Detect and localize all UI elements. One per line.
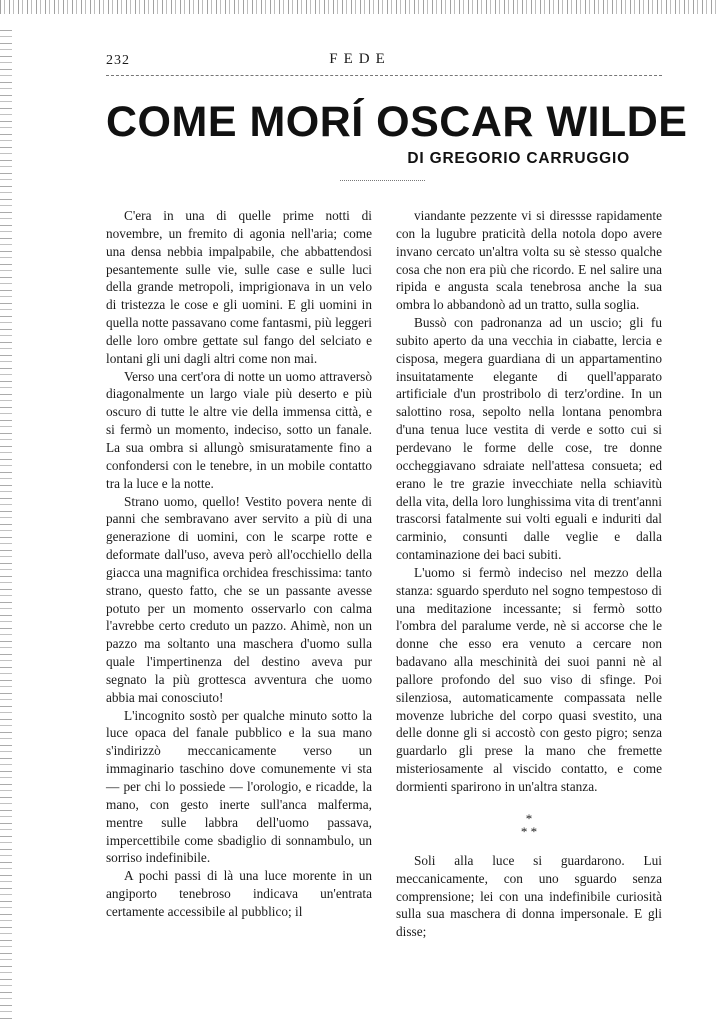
article-title: COME MORÍ OSCAR WILDE	[106, 98, 688, 146]
page-number: 232	[106, 53, 130, 68]
separator-top-asterisk: *	[525, 810, 533, 826]
paragraph: C'era in una di quelle prime notti di novembre, un fremito di agonia nell'aria; come una densa nebbia impalpabile, che abbattendosi pesantemente sulle vie, sulle case e sulle luci della grande metropoli, imprigionava in un velo di tristezza le cose e gli uomini. E gli uomini in quella notte passavano come fantasmi, più leggeri delle loro ombre gettate sul fango del selciato e lontani gli uni dagli altri come non mai.	[106, 208, 372, 366]
page-left-edge	[0, 30, 12, 1020]
separator-bottom-asterisks: * *	[520, 823, 538, 839]
paragraph: L'incognito sostò per qualche minuto sotto la luce opaca del fanale pubblico e la sua mano s'indirizzò meccanicamente verso un immaginario taschino dove comunemente vi sta — per chi lo possiede — l'orologio, e ricadde, la mano, con gesto inerte sull'anca malferma, mentre sulle labbra dell'uomo passava, impercettibile come sbadiglio di sonnambulo, un sorriso indefinibile.	[106, 707, 372, 866]
paragraph: L'uomo si fermò indeciso nel mezzo della stanza: sguardo sperduto nel sogno tempestoso di una meditazione incessante; si fermò sotto l'ombra del paralume verde, nè si accorse che le donne che esso era venuto a cercare non badavano alla meschinità dei suoi panni nè al pallore profondo del suo viso di sfinge. Poi silenziosa, automaticamente compassata nelle movenze lubriche del corpo quasi svestito, una delle donne gli si accostò con gesto pigro; senza guardarlo gli prese la mano che fremette misteriosamente al viscido contatto, e come dormienti sparirono in un'altra stanza.	[396, 564, 662, 794]
article-author: DI GREGORIO CARRUGGIO	[407, 150, 630, 167]
paragraph: A pochi passi di là una luce morente in un angiporto tenebroso indicava un'entrata certamente accessibile al pubblico; il	[106, 868, 372, 919]
right-column	[396, 207, 662, 941]
page-top-edge	[0, 0, 718, 14]
section-separator	[396, 812, 662, 838]
paragraph: Verso una cert'ora di notte un uomo attraversò diagonalmente un largo viale più deserto e più oscuro di tutte le altre vie della immensa città, e si fermò un momento, indeciso, sotto un fanale. La sua ombra si allungò smisuratamente fino a confondersi con le tenebre, in un mobile contatto tra la luce e la notte.	[106, 368, 372, 491]
paragraph: Soli alla luce si guardarono. Lui meccanicamente, con uno sguardo senza comprensione; lei con una indefinibile curiosità sulla sua maschera di donna impersonale. E gli disse;	[396, 852, 662, 940]
header-rule	[106, 75, 662, 76]
left-column	[106, 207, 372, 921]
paragraph: Strano uomo, quello! Vestito povera nente di panni che sembravano aver servito a più di una generazione di uomini, con le scarpe rotte e deformate dall'uso, aveva però all'occhiello della giacca una magnifica orchidea freschissima: tanto strano, questo fatto, che se un passante avesse potuto per un momento osservarlo con calma l'avrebbe certo creduto un pazzo. Ahimè, non un pazzo ma soltanto una maschera d'uomo sulla quale l'impertinenza del destino aveva pur segnato la più grottesca avventura che uomo abbia mai conosciuto!	[106, 493, 372, 705]
paragraph: viandante pezzente vi si diressse rapidamente con la lugubre praticità della notola dopo avere invano cercato un'altra volta su sè stesso qualche cosa che non era più che ricordo. E nel salire una ripida e angusta scala tenebrosa anche la sua ombra lo abbandonò ad un tratto, sulla soglia.	[396, 208, 662, 313]
paragraph: Bussò con padronanza ad un uscio; gli fu subito aperto da una vecchia in ciabatte, lercia e cisposa, megera guardiana di un appartamentino insuitatamente elegante di quell'apparato artificiale d'un prostribolo di terz'ordine. In un salottino rosa, sepolto nella lontana penombra d'una tenua luce vestita di verde e sotto cui si perdevano le forme delle cose, tre donne occheggiavano sdraiate nell'attesa consueta; ed erano le tre grazie invecchiate nella schiavitù della vita, della loro lunghissima vita di trent'anni trascorsi fatalmente sui volti eguali e induriti dal carminio, consunti dalle veglie e dalla contaminazione dei baci subiti.	[396, 315, 662, 563]
author-rule	[340, 180, 425, 181]
running-head: FEDE	[329, 51, 391, 67]
